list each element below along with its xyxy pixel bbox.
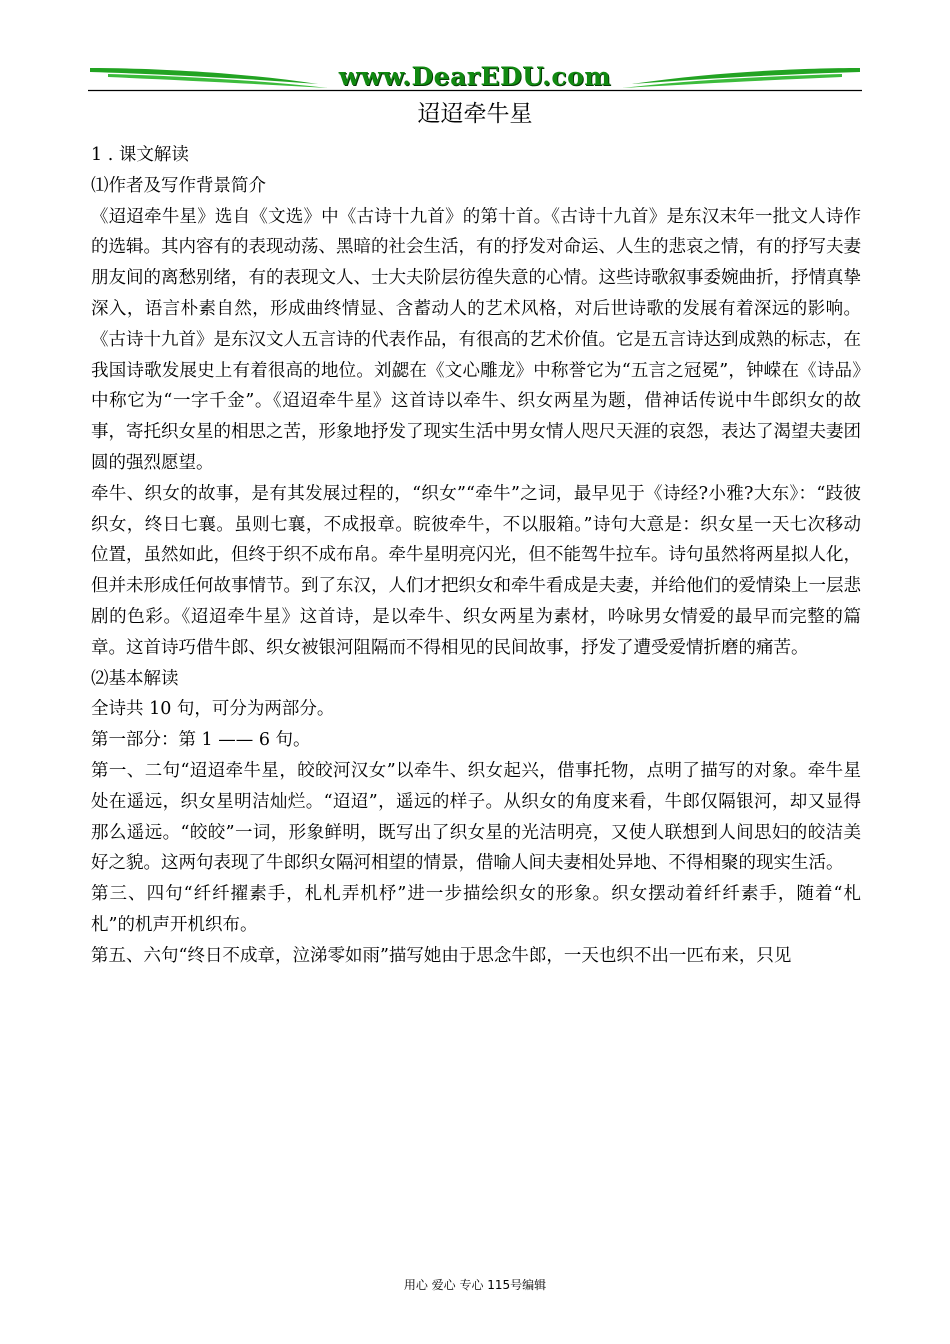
site-header-banner (88, 58, 862, 98)
site-logo-text: www.DearEDU.com (338, 62, 612, 91)
body-paragraph: 牵牛、织女的故事，是有其发展过程的，“织女”“牵牛”之词，最早见于《诗经?小雅?大东》：“跂彼织女，终日七襄。虽则七襄，不成报章。睆彼牵牛，不以服箱。”诗句大意是：织女星一天七次移动位置，虽然如此，但终于织不成布帛。牵牛星明亮闪光，但不能驾牛拉车。诗句虽然将两星拟人化，但并未形成任何故事情节。到了东汉，人们才把织女和牵牛看成是夫妻，并给他们的爱情染上一层悲剧的色彩。《迢迢牵牛星》这首诗，是以牵牛、织女两星为素材，吟咏男女情爱的最早而完整的篇章。这首诗巧借牛郎、织女被银河阻隔而不得相见的民间故事，抒发了遭受爱情折磨的痛苦。 (91, 483, 861, 658)
body-paragraph: 第一、二句“迢迢牵牛星，皎皎河汉女”以牵牛、织女起兴，借事托物，点明了描写的对象。牵牛星处在遥远，织女星明洁灿烂。“迢迢”，遥远的样子。从织女的角度来看，牛郎仅隔银河，却又显得那么遥远。“皎皎”一词，形象鲜明，既写出了织女星的光洁明亮，又使人联想到人间思妇的皎洁美好之貌。这两句表现了牛郎织女隔河相望的情景，借喻人间夫妻相处异地、不得相聚的现实生活。 (91, 760, 861, 874)
body-paragraph: 全诗共 10 句，可分为两部分。 (91, 699, 335, 720)
subsection-heading: ⑴作者及写作背景简介 (91, 175, 266, 196)
page-footer: 用心 爱心 专心 115号编辑 (403, 1278, 547, 1292)
document-body (91, 140, 861, 972)
section-heading: 1 . 课文解读 (91, 145, 189, 165)
body-paragraph: 第五、六句“终日不成章，泣涕零如雨”描写她由于思念牛郎，一天也织不出一匹布来，只见 (91, 945, 792, 966)
body-paragraph: 《迢迢牵牛星》选自《文选》中《古诗十九首》的第十首。《古诗十九首》是东汉末年一批文人诗作的选辑。其内容有的表现动荡、黑暗的社会生活，有的抒发对命运、人生的悲哀之情，有的抒写夫妻朋友间的离愁别绪，有的表现文人、士大夫阶层彷徨失意的心情。这些诗歌叙事委婉曲折，抒情真挚深入，语言朴素自然，形成曲终情显、含蓄动人的艺术风格，对后世诗歌的发展有着深远的影响。《古诗十九首》是东汉文人五言诗的代表作品，有很高的艺术价值。它是五言诗达到成熟的标志，在我国诗歌发展史上有着很高的地位。刘勰在《文心雕龙》中称誉它为“五言之冠冕”，钟嵘在《诗品》中称它为“一字千金”。《迢迢牵牛星》这首诗以牵牛、织女两星为题，借神话传说中牛郎织女的故事，寄托织女星的相思之苦，形象地抒发了现实生活中男女情人咫尺天涯的哀怨，表达了渴望夫妻团圆的强烈愿望。 (91, 206, 861, 473)
document-title: 迢迢牵牛星 (417, 101, 533, 127)
subsection-heading: ⑵基本解读 (91, 668, 179, 689)
body-paragraph: 第三、四句“纤纤擢素手，札札弄机杼”进一步描绘织女的形象。织女摆动着纤纤素手，随着“札札”的机声开机织布。 (91, 884, 861, 935)
body-paragraph: 第一部分：第 1 —— 6 句。 (91, 730, 311, 751)
